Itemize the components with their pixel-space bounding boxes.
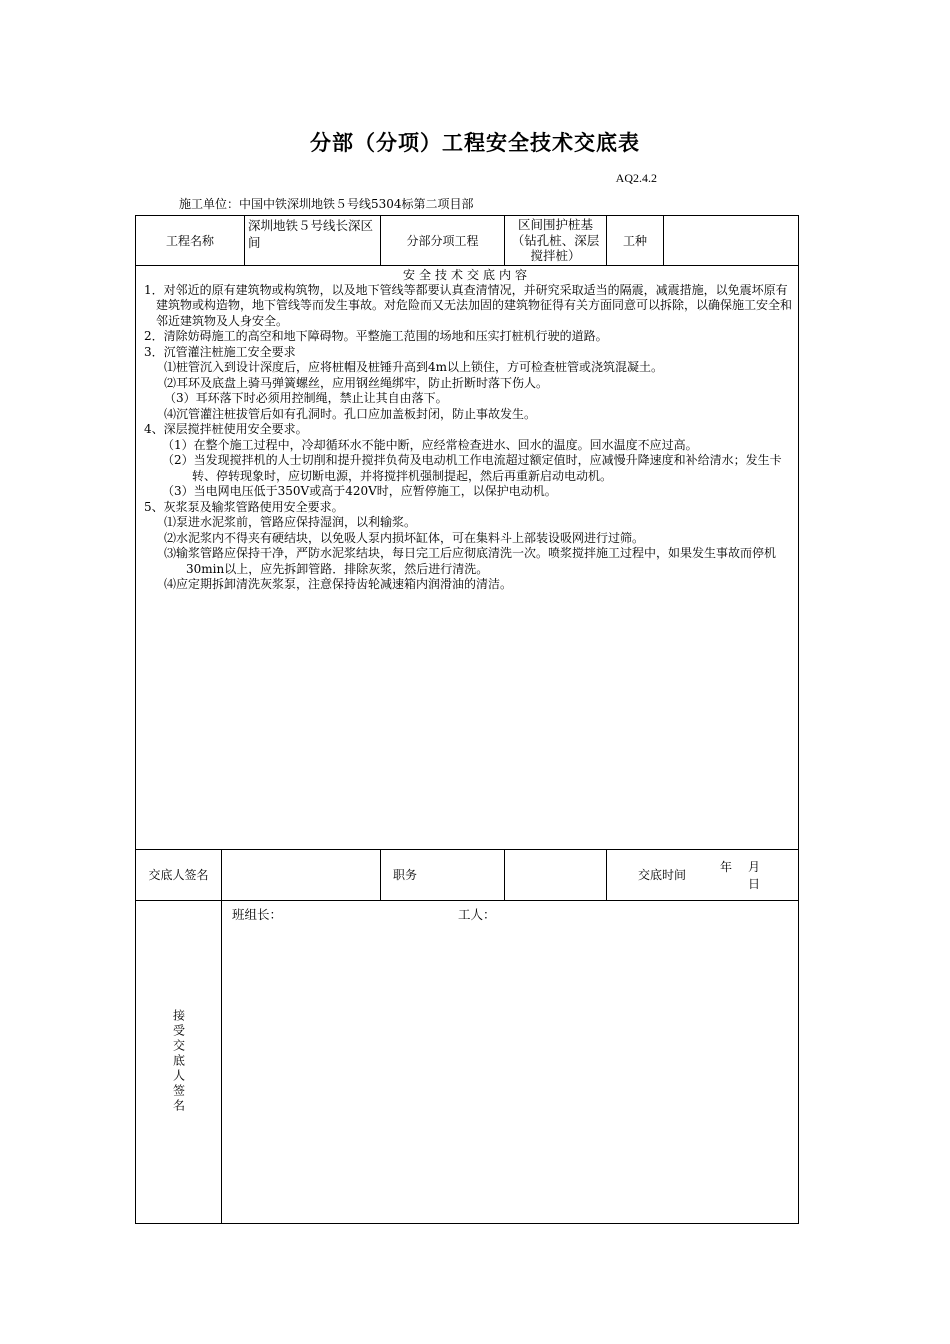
trade-label: 工种 xyxy=(607,216,664,266)
disclosure-table xyxy=(135,215,799,1224)
content-paragraph: （3）当电网电压低于350V或高于420V时，应暂停施工，以保护电动机。 xyxy=(162,484,557,498)
receiver-label: 接受交底人签名 xyxy=(171,1009,186,1114)
document-title: 分部（分项）工程安全技术交底表 xyxy=(310,130,640,155)
content-paragraph: ⑵耳环及底盘上骑马弹簧螺丝，应用钢丝绳绑牢，防止折断时落下伤人。 xyxy=(164,375,549,390)
team-leader-label: 班组长： xyxy=(232,906,283,922)
form-code: AQ2.4.2 xyxy=(615,171,657,185)
content-paragraph: ⑴桩管沉入到设计深度后，应将桩帽及桩锤升高到4m以上锁住，方可检查桩管或浇筑混凝土。 xyxy=(164,360,664,374)
project-name-value: 深圳地铁５号线长深区间 xyxy=(245,216,381,266)
receiver-label-cell xyxy=(136,900,222,1223)
header-row xyxy=(136,216,799,266)
position-label: 职务 xyxy=(381,849,505,900)
content-paragraph: ⑶输浆管路应保持干净，严防水泥浆结块，每日完工后应彻底清洗一次。喷浆搅拌施工过程中，如果发生事故而停机30min以上，应先拆卸管路．排除灰浆，然后进行清洗。 xyxy=(164,546,777,576)
position-field[interactable] xyxy=(505,849,607,900)
discloser-signature-field[interactable] xyxy=(222,849,381,900)
content-paragraph: ⑴泵进水泥浆前，管路应保持湿润，以利输浆。 xyxy=(164,515,417,529)
content-paragraph: 5、灰浆泵及输浆管路使用安全要求。 xyxy=(144,499,344,514)
content-paragraph: 3．沉管灌注桩施工安全要求 xyxy=(144,344,296,359)
content-paragraph: 4、深层搅拌桩使用安全要求。 xyxy=(144,422,308,436)
content-paragraph: 1．对邻近的原有建筑物或构筑物，以及地下管线等都要认真查清情况，并研究采取适当的隔震，减震措施，以免震坏原有建筑物或构造物，地下管线等而发生事故。对危险而又无法加固的建筑物征得有关方面同意可以拆除，以确保施工安全和邻近建筑物及人身安全。 xyxy=(144,282,793,328)
trade-value xyxy=(664,216,799,266)
project-name-label: 工程名称 xyxy=(136,216,245,266)
content-row xyxy=(136,265,799,849)
content-paragraph: （2）当发现搅拌机的人士切削和提升搅拌负荷及电动机工作电流超过额定值时，应减慢升降速度和补给清水；发生卡转、停转现象时，应切断电源，并将搅拌机强制提起，然后再重新启动电动机。 xyxy=(162,453,782,483)
content-heading: 安全技术交底内容 xyxy=(403,267,532,282)
content-paragraph: ⑷沉管灌注桩拔管后如有孔洞时。孔口应加盖板封闭，防止事故发生。 xyxy=(164,406,537,421)
sub-project-value: 区间围护桩基（钻孔桩、深层搅拌桩） xyxy=(505,216,607,266)
content-paragraph: ⑵水泥浆内不得夹有硬结块，以免吸人泵内损坏缸体，可在集料斗上部装设吸网进行过筛。 xyxy=(164,530,645,545)
content-paragraph: （1）在整个施工过程中，冷却循环水不能中断，应经常检查进水、回水的温度。回水温度不应过高。 xyxy=(162,437,698,452)
signature-row xyxy=(136,849,799,900)
content-paragraph: （3）耳环落下时必须用控制绳，禁止让其自由落下。 xyxy=(164,391,448,405)
receiver-signature-area[interactable] xyxy=(222,900,799,1223)
disclosure-date[interactable]: 年 月 日 xyxy=(720,859,777,891)
discloser-label: 交底人签名 xyxy=(136,849,222,900)
content-paragraph: ⑷应定期拆卸清洗灰浆泵，注意保持齿轮减速箱内润滑油的清洁。 xyxy=(164,577,513,591)
receiver-row xyxy=(136,900,799,1223)
content-cell xyxy=(136,265,799,849)
content-paragraph: 2．清除妨碍施工的高空和地下障碍物。平整施工范围的场地和压实打桩机行驶的道路。 xyxy=(144,329,608,343)
sub-project-label: 分部分项工程 xyxy=(381,216,505,266)
construction-unit: 施工单位：中国中铁深圳地铁５号线5304标第二项目部 xyxy=(179,197,474,211)
worker-label: 工人： xyxy=(458,906,496,922)
time-label: 交底时间 xyxy=(638,868,687,882)
